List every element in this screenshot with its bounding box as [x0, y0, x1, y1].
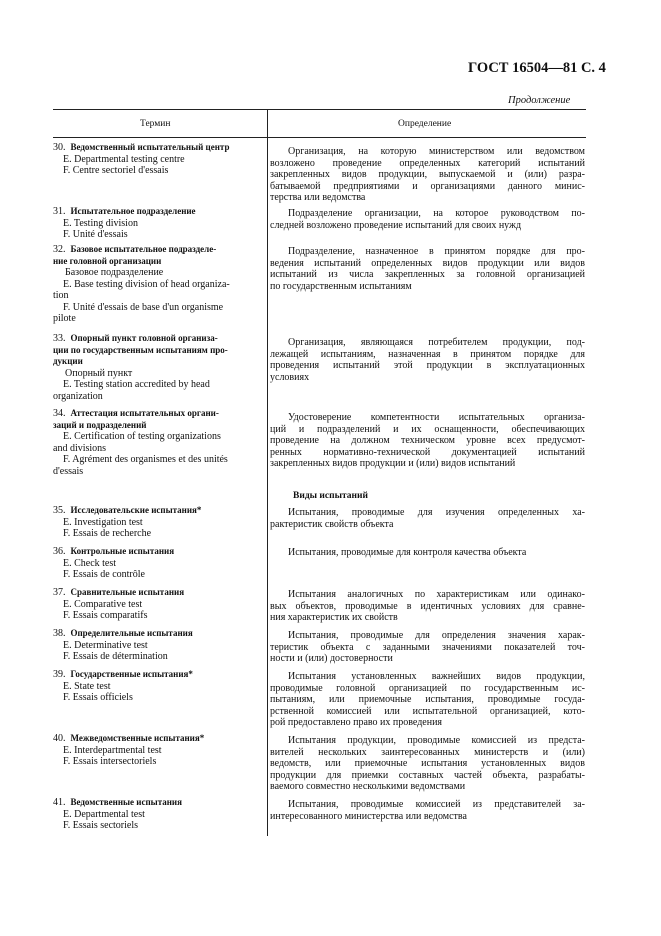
- term-title-line: [53, 356, 263, 368]
- term-number: 39.: [53, 669, 66, 680]
- term-title: Межведомственные испытания*: [70, 733, 205, 743]
- term-synonym: Базовое подразделение: [65, 267, 164, 278]
- term-french: pilote: [53, 313, 76, 324]
- term-title-line: [53, 408, 263, 420]
- definition-line: ций и подразделений и их оснащенности, обеспечивающих: [270, 423, 585, 435]
- definition-line: теристик объекта с заданными значениями показателей точ-: [270, 641, 585, 653]
- definition-line: Испытания, проводимые для изучения определенных ха-: [288, 507, 585, 518]
- term-number: 30.: [53, 142, 66, 153]
- term-entry: [53, 669, 263, 704]
- definition-line: пытаниям, или приемочные испытания, проводимые госуда-: [270, 694, 585, 705]
- term-title-line: [53, 142, 263, 154]
- term-title-line: [53, 797, 263, 809]
- term-number: 35.: [53, 505, 66, 516]
- section-title: Виды испытаний: [293, 491, 368, 501]
- term-english: tion: [53, 290, 69, 301]
- term-entry: [53, 587, 263, 622]
- term-title-line: [53, 420, 263, 432]
- term-french: d'essais: [53, 465, 84, 477]
- definition-line: ведения испытаний определенных видов продукции или видов: [270, 257, 585, 269]
- term-entry: [53, 333, 263, 402]
- term-title-line: [53, 505, 263, 517]
- column-header-term: Термин: [140, 119, 171, 129]
- term-french: F. Unité d'essais de base d'un organisme: [63, 301, 224, 313]
- term-entry: [53, 505, 263, 540]
- term-entry: [53, 797, 263, 832]
- term-title-line: [53, 587, 263, 599]
- definition-entry: [270, 208, 585, 231]
- definition-line: ренных нормативно-технической документацией испытаний: [270, 446, 585, 458]
- term-french: F. Agrément des organismes et des unités: [63, 454, 228, 465]
- definition-line: следней возложено проведение испытаний для своих нужд: [270, 219, 522, 231]
- term-number: 34.: [53, 408, 66, 419]
- term-number: 31.: [53, 206, 66, 217]
- term-title: Исследовательские испытания*: [70, 505, 202, 515]
- definition-entry: [270, 412, 585, 470]
- definition-line: закрепленных видов продукции и (или) видов испытаний: [270, 458, 516, 469]
- column-header-definition: Определение: [398, 119, 452, 129]
- term-entry: [53, 244, 263, 325]
- definition-line: Испытания аналогичных по характеристикам или одинако-: [288, 589, 585, 600]
- definition-line: продукции для приемки составных частей объекта, разрабаты-: [270, 769, 585, 781]
- term-english: E. Departmental testing centre: [63, 153, 185, 165]
- term-title: Аттестация испытательных органи-: [70, 408, 219, 418]
- definition-entry: [270, 246, 585, 292]
- term-synonym: Опорный пункт: [65, 367, 133, 379]
- definition-entry: [270, 547, 585, 559]
- term-french: F. Essais officiels: [63, 692, 133, 703]
- term-title: Испытательное подразделение: [70, 206, 196, 216]
- term-title: дукции: [53, 356, 83, 366]
- definition-line: Испытания, проводимые для определения значения харак-: [288, 630, 585, 641]
- definition-entry: [270, 630, 585, 665]
- term-entry: [53, 142, 263, 177]
- term-title-line: [53, 669, 263, 681]
- definition-line: рой предоставлено право их проведения: [270, 717, 443, 728]
- term-english: E. Certification of testing organizations: [63, 431, 221, 442]
- definition-line: условиях: [270, 371, 310, 383]
- term-french: F. Essais de détermination: [63, 651, 168, 662]
- definition-line: по государственным испытаниям: [270, 280, 412, 292]
- term-number: 33.: [53, 333, 66, 344]
- definition-line: ния характеристик их свойств: [270, 612, 398, 623]
- definition-entry: [270, 507, 585, 530]
- term-entry: [53, 628, 263, 663]
- term-french: F. Essais intersectoriels: [63, 756, 157, 767]
- definition-line: проводимые головной организацией по государственным ис-: [270, 682, 585, 694]
- definition-line: рактеристик свойств объекта: [270, 518, 394, 530]
- term-entry: [53, 408, 263, 477]
- definition-entry: [270, 589, 585, 624]
- term-title: Сравнительные испытания: [70, 587, 185, 597]
- definition-entry: [270, 671, 585, 729]
- definition-line: испытаний из числа закрепленных за головной организацией: [270, 269, 585, 280]
- definition-entry: [270, 146, 585, 204]
- term-english: E. Investigation test: [63, 516, 143, 528]
- term-title-line: [53, 345, 263, 357]
- definition-line: возложено проведение определенных категорий испытаний: [270, 157, 585, 169]
- term-title-line: [53, 333, 263, 345]
- term-title: Контрольные испытания: [70, 546, 175, 556]
- table-top-rule: [53, 109, 586, 110]
- column-divider: [267, 109, 268, 836]
- term-title: Опорный пункт головной организа-: [70, 333, 218, 343]
- term-number: 32.: [53, 244, 66, 255]
- term-entry: [53, 733, 263, 768]
- term-french: F. Unité d'essais: [63, 229, 128, 240]
- term-title: Ведомственные испытания: [70, 797, 182, 807]
- definition-line: Организация, на которую министерством или ведомством: [288, 146, 585, 157]
- definition-line: проведения испытаний этой продукции в эксплуатационных: [270, 360, 585, 371]
- term-title: Определительные испытания: [70, 628, 193, 638]
- term-entry: [53, 546, 263, 581]
- term-french: F. Centre sectoriel d'essais: [63, 165, 169, 176]
- term-title-line: [53, 546, 263, 558]
- term-title-line: [53, 733, 263, 745]
- definition-line: Испытания, проводимые комиссией из представителей за-: [288, 799, 585, 810]
- term-english: E. Interdepartmental test: [63, 744, 162, 756]
- term-french: F. Essais comparatifs: [63, 610, 148, 621]
- term-title: заций и подразделений: [53, 419, 147, 430]
- term-title: Государственные испытания*: [70, 669, 193, 679]
- term-english: E. Base testing division of head organiza-: [63, 278, 230, 290]
- definition-line: рственной комиссией или испытательной организацией, кото-: [270, 705, 585, 717]
- term-english: and divisions: [53, 442, 107, 454]
- page-header: ГОСТ 16504—81 С. 4: [468, 60, 606, 76]
- definition-line: проведение на должном техническом уровне всех предусмот-: [270, 435, 585, 446]
- term-number: 37.: [53, 587, 66, 598]
- definition-line: вых объектов, проводимые в идентичных условиях для сравне-: [270, 600, 585, 612]
- definition-line: лежащей испытаниям, назначенная в принятом порядке для: [270, 348, 585, 360]
- definition-line: интересованного министерства или ведомства: [270, 810, 467, 822]
- term-french: F. Essais sectoriels: [63, 820, 139, 831]
- definition-line: Испытания установленных важнейших видов продукции,: [288, 671, 585, 682]
- term-title-line: [53, 244, 263, 256]
- term-english: E. Determinative test: [63, 639, 148, 651]
- term-number: 41.: [53, 797, 66, 808]
- definition-line: терства или ведомства: [270, 192, 366, 203]
- term-title: Базовое испытательное подразделе-: [70, 244, 217, 254]
- term-title-line: [53, 628, 263, 640]
- definition-entry: [270, 337, 585, 383]
- term-english: E. Comparative test: [63, 598, 143, 610]
- term-title-line: [53, 256, 263, 268]
- term-title: ние головной организации: [53, 255, 162, 266]
- definition-line: закрепленных видов продукции, выпускаемой и (или) разра-: [270, 169, 585, 180]
- term-english: E. Check test: [63, 557, 117, 569]
- definition-line: ведомств, или приемочные испытания установленных видов: [270, 758, 585, 769]
- term-english: E. Departmental test: [63, 808, 145, 820]
- term-english: E. Testing station accredited by head: [63, 379, 210, 390]
- definition-line: ваемого совместно несколькими ведомствами: [270, 781, 466, 792]
- definition-line: ности и (или) достоверности: [270, 653, 393, 664]
- term-english: E. Testing division: [63, 217, 138, 229]
- term-entry: [53, 206, 263, 241]
- term-title-line: [53, 206, 263, 218]
- term-french: F. Essais de contrôle: [63, 569, 145, 580]
- definition-line: Подразделение организации, на которое руководством по-: [288, 208, 585, 219]
- definition-line: батываемой предприятиями и организациями данного минис-: [270, 180, 585, 192]
- term-french: F. Essais de recherche: [63, 528, 152, 539]
- definition-line: Подразделение, назначенное в принятом порядке для про-: [288, 246, 585, 257]
- definition-line: Организация, являющаяся потребителем продукции, под-: [288, 337, 585, 348]
- definition-entry: [270, 735, 585, 793]
- term-number: 36.: [53, 546, 66, 557]
- definition-line: Удостоверение компетентности испытательных организа-: [288, 412, 585, 423]
- term-english: organization: [53, 390, 103, 402]
- term-title: ции по государственным испытаниям про-: [53, 344, 228, 355]
- table-header-rule: [53, 137, 586, 138]
- definition-line: вителей нескольких заинтересованных министерств и (или): [270, 746, 585, 758]
- term-english: E. State test: [63, 680, 111, 692]
- definition-entry: [270, 799, 585, 822]
- term-title: Ведомственный испытательный центр: [70, 142, 230, 152]
- term-number: 40.: [53, 733, 66, 744]
- definition-line: Испытания продукции, проводимые комиссией из предста-: [288, 735, 585, 746]
- term-number: 38.: [53, 628, 66, 639]
- definition-line: Испытания, проводимые для контроля качества объекта: [288, 547, 527, 558]
- continuation-label: Продолжение: [508, 95, 571, 106]
